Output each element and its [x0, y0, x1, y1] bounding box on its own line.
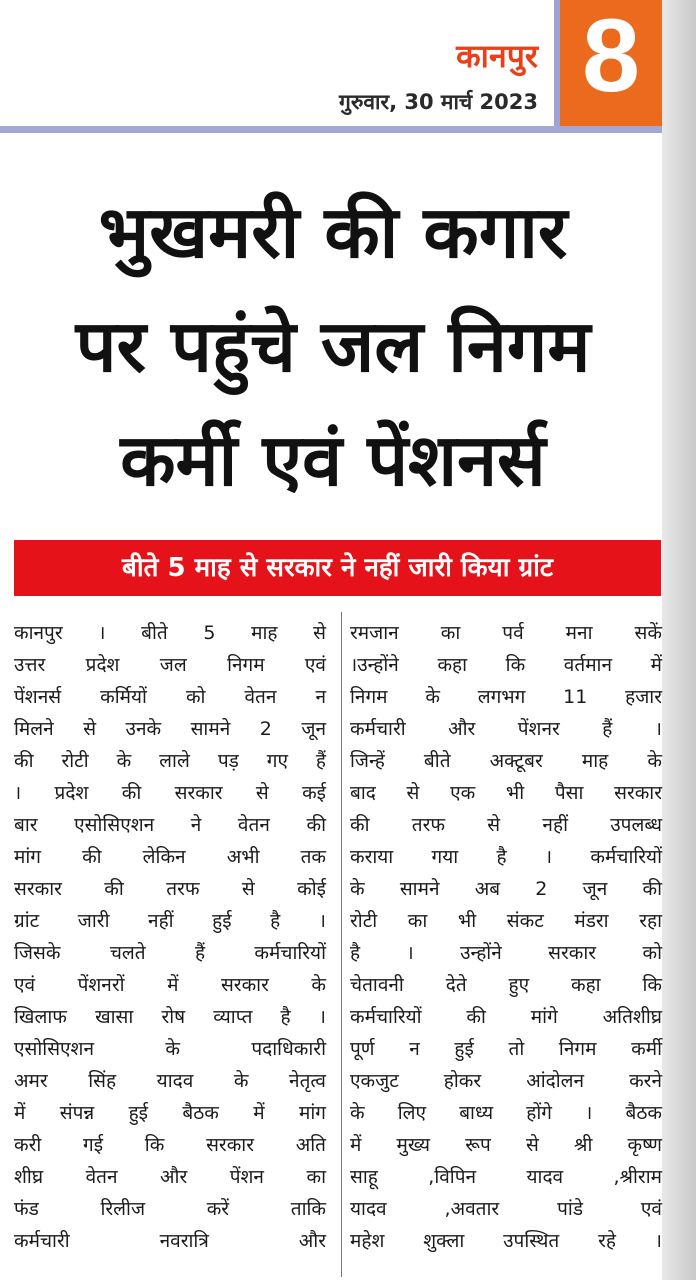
- article-line: कर्मचारियों की मांगे अतिशीघ्र: [350, 1006, 662, 1028]
- article-line: कर्मचारी और पेंशनर हैं ।: [350, 718, 662, 740]
- headline-line-2: पर पहुंचे जल निगम: [75, 304, 591, 388]
- article-line: जिसके चलते हैं कर्मचारियों: [14, 942, 326, 964]
- article-line: एकजुट होकर आंदोलन करने: [350, 1070, 662, 1092]
- article-line: खिलाफ खासा रोष व्याप्त है ।: [14, 1006, 326, 1028]
- article-line: एवं पेंशनरों में सरकार के: [14, 974, 326, 996]
- article-line: कर्मचारी नवरात्रि और: [14, 1230, 326, 1252]
- article-line: मांग की लेकिन अभी तक: [14, 846, 326, 868]
- article-line: बाद से एक भी पैसा सरकार: [350, 782, 662, 804]
- article-line: रमजान का पर्व मना सकें: [350, 622, 662, 644]
- article-line: में संपन्न हुई बैठक में मांग: [14, 1102, 326, 1124]
- city-name: कानपुर: [456, 37, 538, 75]
- article-line: में मुख्य रूप से श्री कृष्ण: [350, 1134, 662, 1156]
- article-line: के सामने अब 2 जून की: [350, 878, 662, 900]
- header-divider: [0, 126, 662, 133]
- article-line: शीघ्र वेतन और पेंशन का: [14, 1166, 326, 1188]
- article-line: अमर सिंह यादव के नेतृत्व: [14, 1070, 326, 1092]
- article-line: ग्रांट जारी नहीं हुई है ।: [14, 910, 326, 932]
- subheadline-banner: बीते 5 माह से सरकार ने नहीं जारी किया ग्रांट: [14, 540, 661, 596]
- article-line: बार एसोसिएशन ने वेतन की: [14, 814, 326, 836]
- article-line: पूर्ण न हुई तो निगम कर्मी: [350, 1038, 662, 1060]
- article-line: कानपुर । बीते 5 माह से: [14, 622, 326, 644]
- article-line: रोटी का भी संकट मंडरा रहा: [350, 910, 662, 932]
- article-line: के लिए बाध्य होंगे । बैठक: [350, 1102, 662, 1124]
- headline-line-3: कर्मी एवं पेंशनर्स: [120, 418, 546, 502]
- headline-line-1: भुखमरी की कगार: [98, 190, 568, 274]
- article-line: ।उन्होंने कहा कि वर्तमान में: [350, 654, 662, 676]
- article-line: करी गई कि सरकार अति: [14, 1134, 326, 1156]
- article-line: फंड रिलीज करें ताकि: [14, 1198, 326, 1220]
- article-line: चेतावनी देते हुए कहा कि: [350, 974, 662, 996]
- article-line: यादव ,अवतार पांडे एवं: [350, 1198, 662, 1220]
- page-edge-shadow: [662, 0, 696, 1280]
- article-line: है । उन्होंने सरकार को: [350, 942, 662, 964]
- article-line: उत्तर प्रदेश जल निगम एवं: [14, 654, 326, 676]
- page-number: 8: [582, 0, 640, 114]
- column-divider: [341, 612, 342, 1277]
- article-line: महेश शुक्ला उपस्थित रहे ।: [350, 1230, 662, 1252]
- article-line: साहू ,विपिन यादव ,श्रीराम: [350, 1166, 662, 1188]
- issue-date: गुरुवार, 30 मार्च 2023: [339, 90, 538, 114]
- article-line: । प्रदेश की सरकार से कई: [14, 782, 326, 804]
- article-line: एसोसिएशन के पदाधिकारी: [14, 1038, 326, 1060]
- article-line: कराया गया है । कर्मचारियों: [350, 846, 662, 868]
- article-line: की रोटी के लाले पड़ गए हैं: [14, 750, 326, 772]
- article-line: सरकार की तरफ से कोई: [14, 878, 326, 900]
- article-line: पेंशनर्स कर्मियों को वेतन न: [14, 686, 326, 708]
- article-line: जिन्हें बीते अक्टूबर माह के: [350, 750, 662, 772]
- article-line: की तरफ से नहीं उपलब्ध: [350, 814, 662, 836]
- article-line: मिलने से उनके सामने 2 जून: [14, 718, 326, 740]
- page-number-box: [554, 0, 662, 133]
- article-line: निगम के लगभग 11 हजार: [350, 686, 662, 708]
